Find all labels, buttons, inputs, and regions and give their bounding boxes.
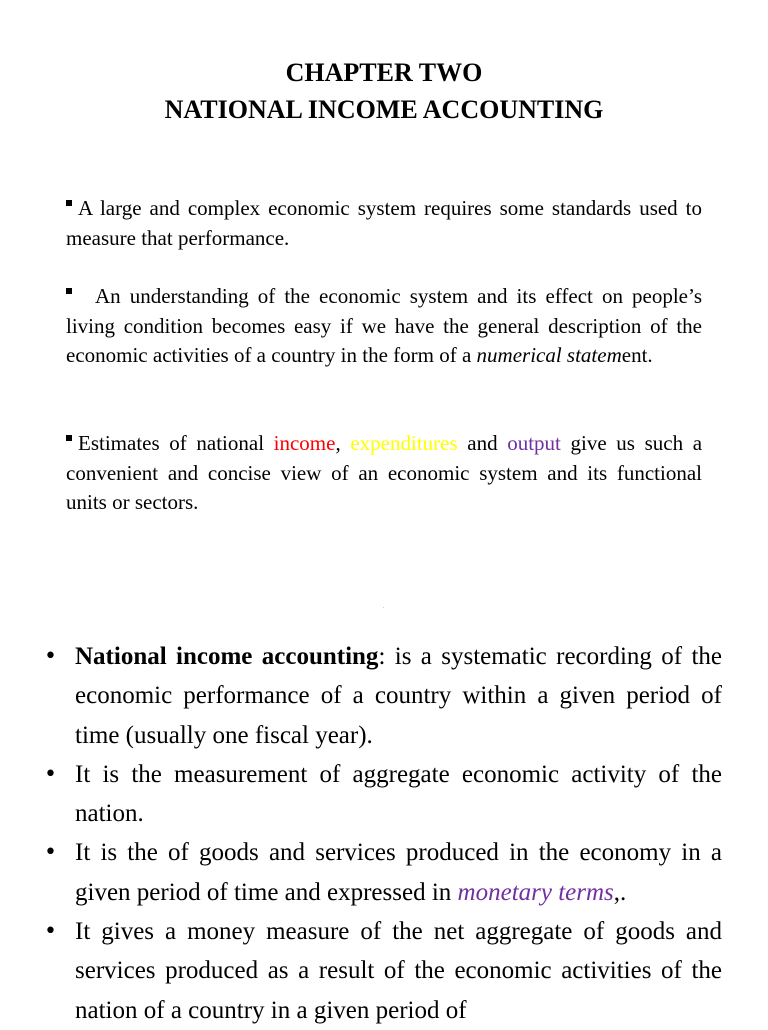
paragraph-text: Estimates of national bbox=[78, 431, 265, 455]
item-text: It gives a money measure of the net aggregate of goods and services produced as a result of the economic activities of the nation of a country in a given period of bbox=[75, 918, 722, 1024]
expenditures-term: expenditures bbox=[350, 431, 458, 455]
round-bullet-icon: • bbox=[44, 919, 57, 945]
chapter-title: CHAPTER TWO bbox=[285, 58, 483, 87]
square-bullet-icon bbox=[66, 288, 72, 294]
round-bullet-icon: • bbox=[44, 761, 57, 787]
paragraph-tail: ent. bbox=[621, 343, 653, 367]
list-item bbox=[44, 637, 722, 755]
paragraph-understanding bbox=[66, 282, 702, 371]
item-text: It is the measurement of aggregate economic activity of the nation. bbox=[75, 760, 722, 828]
round-bullet-icon: • bbox=[44, 644, 57, 669]
paragraph-text-tail: give us such a convenient and concise view of an economic system and its functional units or sectors. bbox=[66, 431, 703, 514]
paragraph-text: An understanding of the economic system and its effect on people’s living condition becomes easy if we have the general description of the economic activities of a country in the form of a bbox=[66, 284, 702, 367]
numerical-statement-emphasis: numerical statem bbox=[476, 343, 622, 367]
monetary-terms-emphasis: monetary terms bbox=[457, 878, 614, 906]
paragraph-standards bbox=[66, 194, 702, 253]
list-item bbox=[44, 755, 722, 834]
round-bullet-icon: • bbox=[44, 840, 57, 866]
paragraph-estimates bbox=[66, 429, 702, 518]
chapter-subtitle: NATIONAL INCOME ACCOUNTING bbox=[164, 95, 604, 124]
list-item bbox=[44, 912, 722, 1030]
income-term: income bbox=[273, 431, 336, 455]
square-bullet-icon bbox=[66, 200, 72, 206]
term-heading: National income accounting bbox=[75, 643, 379, 670]
output-term: output bbox=[507, 431, 561, 455]
square-bullet-icon bbox=[66, 435, 72, 441]
paragraph-text: A large and complex economic system requires some standards used to measure that performance. bbox=[66, 196, 702, 250]
item-tail: ,. bbox=[613, 878, 627, 906]
and-text: and bbox=[467, 431, 498, 455]
item-text: It is the of goods and services produced in the economy in a given period of time and expressed in bbox=[75, 839, 722, 906]
comma-text: , bbox=[335, 431, 341, 455]
decorative-dot bbox=[383, 607, 384, 608]
item-text: : is a systematic recording of the economic performance of a country within a given period of time (usually one fiscal year). bbox=[75, 643, 722, 749]
list-item bbox=[44, 833, 722, 912]
bullet-list bbox=[44, 637, 722, 1030]
